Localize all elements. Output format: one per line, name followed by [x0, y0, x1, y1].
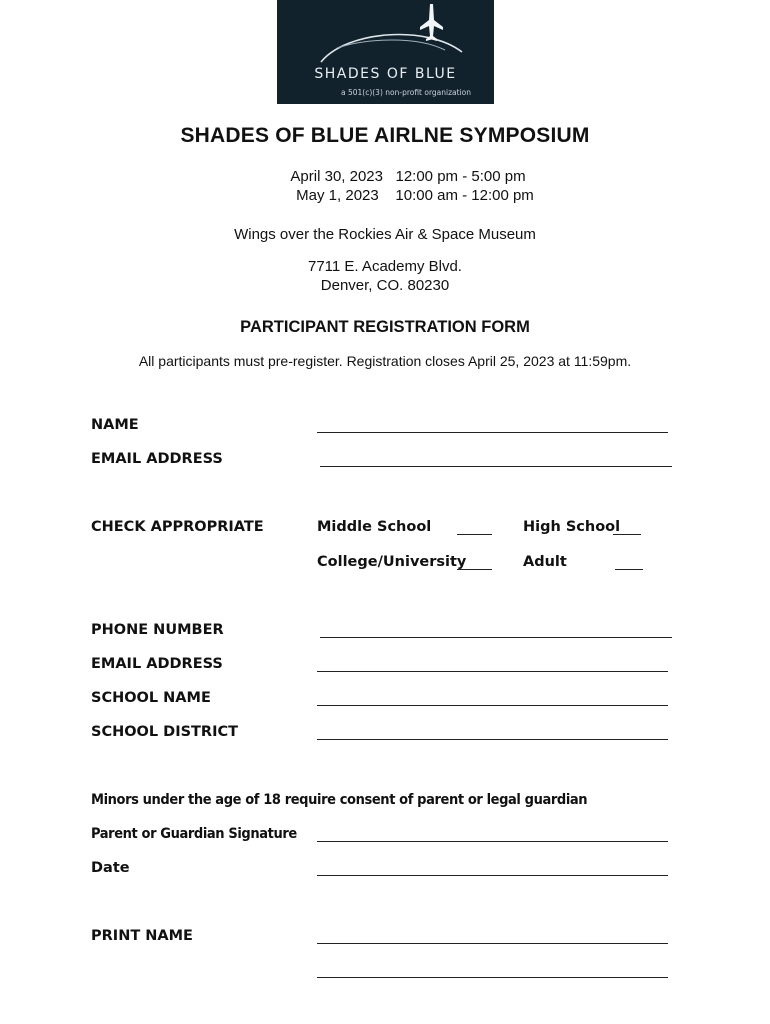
email-field[interactable]	[320, 466, 672, 467]
form-title: PARTICIPANT REGISTRATION FORM	[240, 318, 530, 336]
phone-field[interactable]	[320, 637, 672, 638]
page-title: SHADES OF BLUE AIRLNE SYMPOSIUM	[180, 124, 590, 147]
phone-label: PHONE NUMBER	[91, 622, 224, 638]
guardian-signature-field[interactable]	[317, 841, 668, 842]
print-name-label: PRINT NAME	[91, 928, 193, 944]
middle-school-checkbox[interactable]	[457, 534, 492, 535]
event-date-1: April 30, 2023 12:00 pm - 5:00 pm	[290, 168, 526, 185]
print-name-field[interactable]	[317, 943, 668, 944]
school-name-label: SCHOOL NAME	[91, 690, 211, 706]
logo-tagline: a 501(c)(3) non-profit organization	[340, 88, 472, 97]
email-label-2: EMAIL ADDRESS	[91, 656, 223, 672]
adult-checkbox[interactable]	[615, 569, 643, 570]
minors-consent-note: Minors under the age of 18 require consent of parent or legal guardian	[91, 792, 588, 808]
high-school-label: High School	[523, 519, 621, 535]
address-line-1: 7711 E. Academy Blvd.	[308, 258, 462, 275]
date-field[interactable]	[317, 875, 668, 876]
date-label: Date	[91, 860, 130, 876]
middle-school-label: Middle School	[317, 519, 432, 535]
college-checkbox[interactable]	[457, 569, 492, 570]
adult-label: Adult	[523, 554, 567, 570]
name-label: NAME	[91, 417, 139, 433]
email-field-2[interactable]	[317, 671, 668, 672]
school-name-field[interactable]	[317, 705, 668, 706]
organization-logo	[277, 0, 494, 104]
school-district-field[interactable]	[317, 739, 668, 740]
high-school-checkbox[interactable]	[613, 534, 641, 535]
address-line-2: Denver, CO. 80230	[320, 277, 450, 294]
name-field[interactable]	[317, 432, 668, 433]
school-district-label: SCHOOL DISTRICT	[91, 724, 239, 740]
registration-notice: All participants must pre-register. Registration closes April 25, 2023 at 11:59pm.	[138, 353, 632, 369]
logo-name: SHADES OF BLUE	[314, 66, 457, 82]
email-label: EMAIL ADDRESS	[91, 451, 223, 467]
print-name-field-2[interactable]	[317, 977, 668, 978]
event-venue: Wings over the Rockies Air & Space Museum	[234, 226, 536, 243]
guardian-signature-label: Parent or Guardian Signature	[91, 826, 297, 842]
college-label: College/University	[317, 554, 467, 570]
event-date-2: May 1, 2023 10:00 am - 12:00 pm	[296, 187, 534, 204]
check-appropriate-label: CHECK APPROPRIATE	[91, 519, 264, 535]
